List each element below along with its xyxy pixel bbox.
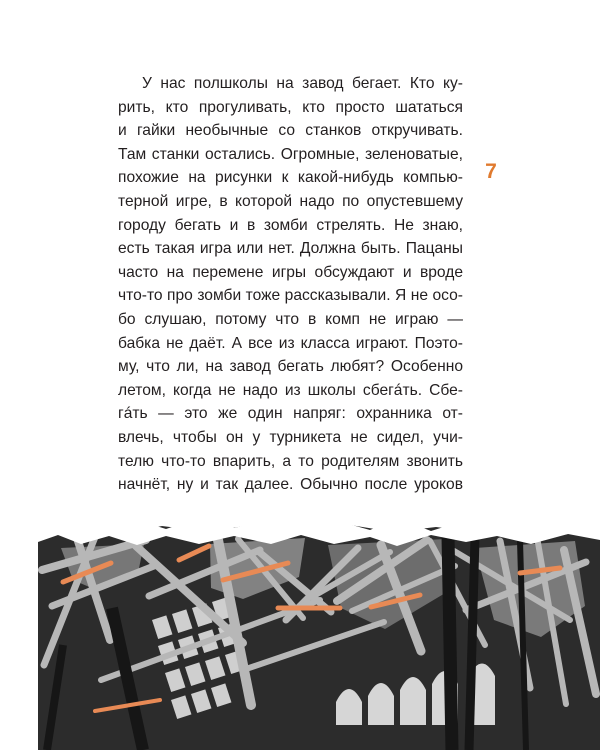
text-line: влечь, чтобы он у турникета не сидел, учи- bbox=[118, 428, 463, 446]
text-line: похожие на рисунки к какой-нибудь компью- bbox=[118, 169, 463, 187]
text-line: У нас полшколы на завод бегает. Кто ку- bbox=[142, 75, 463, 92]
text-line: начнёт, ну и так далее. Обычно после уроков bbox=[118, 476, 463, 494]
text-line: гáть — это же один напряг: охранника от- bbox=[118, 405, 463, 423]
text-line: телю что-то впарить, а то родителям звонить bbox=[118, 452, 463, 470]
text-line: бабка не даёт. А все из класса играют. Поэто- bbox=[118, 334, 463, 352]
body-text bbox=[118, 72, 463, 497]
text-line: терной игре, в которой надо по опустевшему bbox=[118, 192, 463, 210]
text-line: что-то про зомби тоже рассказывали. Я не осо- bbox=[118, 287, 463, 305]
text-line: и гайки необычные со станков откручивать. bbox=[118, 122, 463, 140]
text-line: городу бегать и в зомби стрелять. Не знаю, bbox=[118, 216, 463, 234]
text-line: летом, когда не надо из школы сбегáть. Сбе- bbox=[118, 381, 463, 399]
page-number: 7 bbox=[485, 160, 497, 183]
text-line: рить, кто прогуливать, кто просто шататься bbox=[118, 98, 463, 116]
text-line: часто на перемене игры обсуждают и вроде bbox=[118, 263, 463, 281]
text-line: есть такая игра или нет. Должна быть. Пацаны bbox=[118, 240, 463, 258]
text-line: бо слушаю, потому что в комп не играю — bbox=[118, 310, 463, 328]
text-line: Там станки остались. Огромные, зеленоватые, bbox=[118, 145, 463, 163]
text-line: му, что ли, на завод бегать любят? Особенно bbox=[118, 358, 463, 376]
